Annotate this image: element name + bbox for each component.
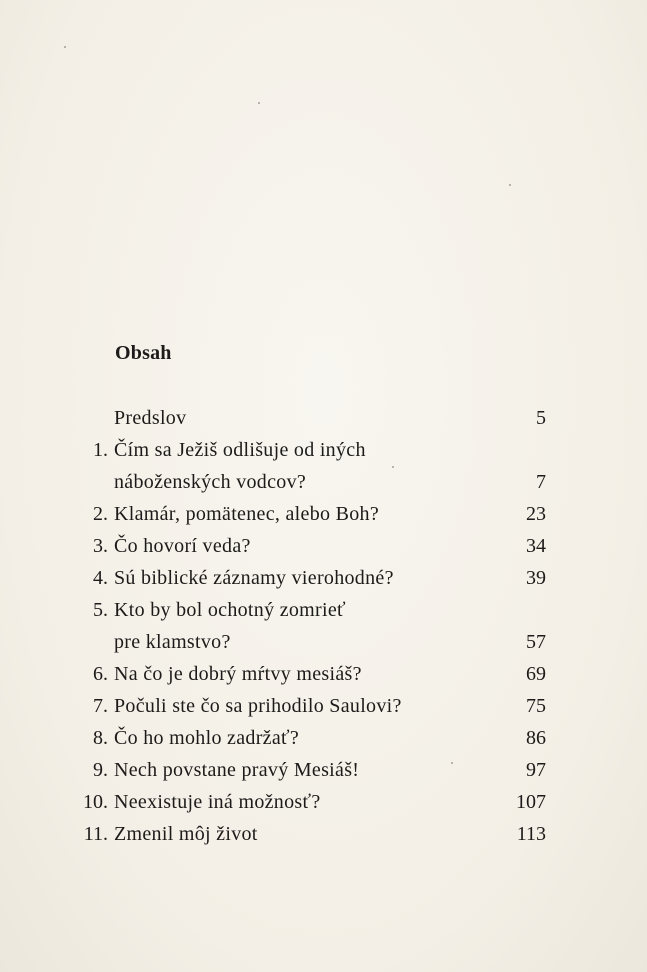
paper-speck — [64, 46, 66, 48]
contents-heading: Obsah — [115, 342, 172, 364]
chapter-title: Predslov — [114, 407, 187, 429]
toc-entry-line — [62, 562, 550, 594]
chapter-number: 3. — [93, 535, 108, 557]
chapter-number: 9. — [93, 759, 108, 781]
toc-entry-line — [62, 786, 550, 818]
chapter-number: 1. — [93, 439, 108, 461]
toc-entry-line — [62, 466, 550, 498]
chapter-title: Zmenil môj život — [114, 823, 258, 845]
chapter-title: Čo hovorí veda? — [114, 535, 251, 557]
chapter-number: 11. — [83, 823, 108, 845]
chapter-title: Nech povstane pravý Mesiáš! — [114, 759, 360, 781]
chapter-number: 4. — [93, 567, 108, 589]
chapter-title: Na čo je dobrý mŕtvy mesiáš? — [114, 663, 362, 685]
chapter-title: Klamár, pomätenec, alebo Boh? — [114, 503, 380, 525]
toc-entry-line — [62, 402, 550, 434]
chapter-title: Kto by bol ochotný zomrieť — [114, 599, 346, 621]
chapter-title: Čím sa Ježiš odlišuje od iných — [114, 439, 366, 461]
table-of-contents — [62, 402, 550, 850]
chapter-title: pre klamstvo? — [114, 631, 231, 653]
toc-entry-line — [62, 594, 550, 626]
chapter-title: Čo ho mohlo zadržať? — [114, 727, 300, 749]
page-number: 107 — [516, 791, 546, 813]
toc-entry-line — [62, 434, 550, 466]
chapter-title: Počuli ste čo sa prihodilo Saulovi? — [114, 695, 402, 717]
page-number: 75 — [526, 695, 546, 717]
page-number: 7 — [536, 471, 546, 493]
paper-speck — [509, 184, 511, 186]
page-number: 86 — [526, 727, 546, 749]
page-number: 34 — [526, 535, 546, 557]
page-number: 113 — [516, 823, 546, 845]
chapter-number: 5. — [93, 599, 108, 621]
toc-entry-line — [62, 658, 550, 690]
toc-entry-line — [62, 498, 550, 530]
page-number: 97 — [526, 759, 546, 781]
page-number: 5 — [536, 407, 546, 429]
toc-entry-line — [62, 690, 550, 722]
chapter-number: 2. — [93, 503, 108, 525]
chapter-title: Sú biblické záznamy vierohodné? — [114, 567, 394, 589]
chapter-number: 6. — [93, 663, 108, 685]
toc-entry-line — [62, 530, 550, 562]
page-number: 69 — [526, 663, 546, 685]
chapter-number: 8. — [93, 727, 108, 749]
toc-entry-line — [62, 626, 550, 658]
toc-entry-line — [62, 754, 550, 786]
paper-speck — [258, 102, 260, 104]
page-number: 39 — [526, 567, 546, 589]
chapter-title: Neexistuje iná možnosť? — [114, 791, 321, 813]
chapter-number: 10. — [83, 791, 108, 813]
chapter-number: 7. — [93, 695, 108, 717]
toc-entry-line — [62, 818, 550, 850]
page-number: 57 — [526, 631, 546, 653]
toc-entry-line — [62, 722, 550, 754]
page-number: 23 — [526, 503, 546, 525]
chapter-title: náboženských vodcov? — [114, 471, 307, 493]
